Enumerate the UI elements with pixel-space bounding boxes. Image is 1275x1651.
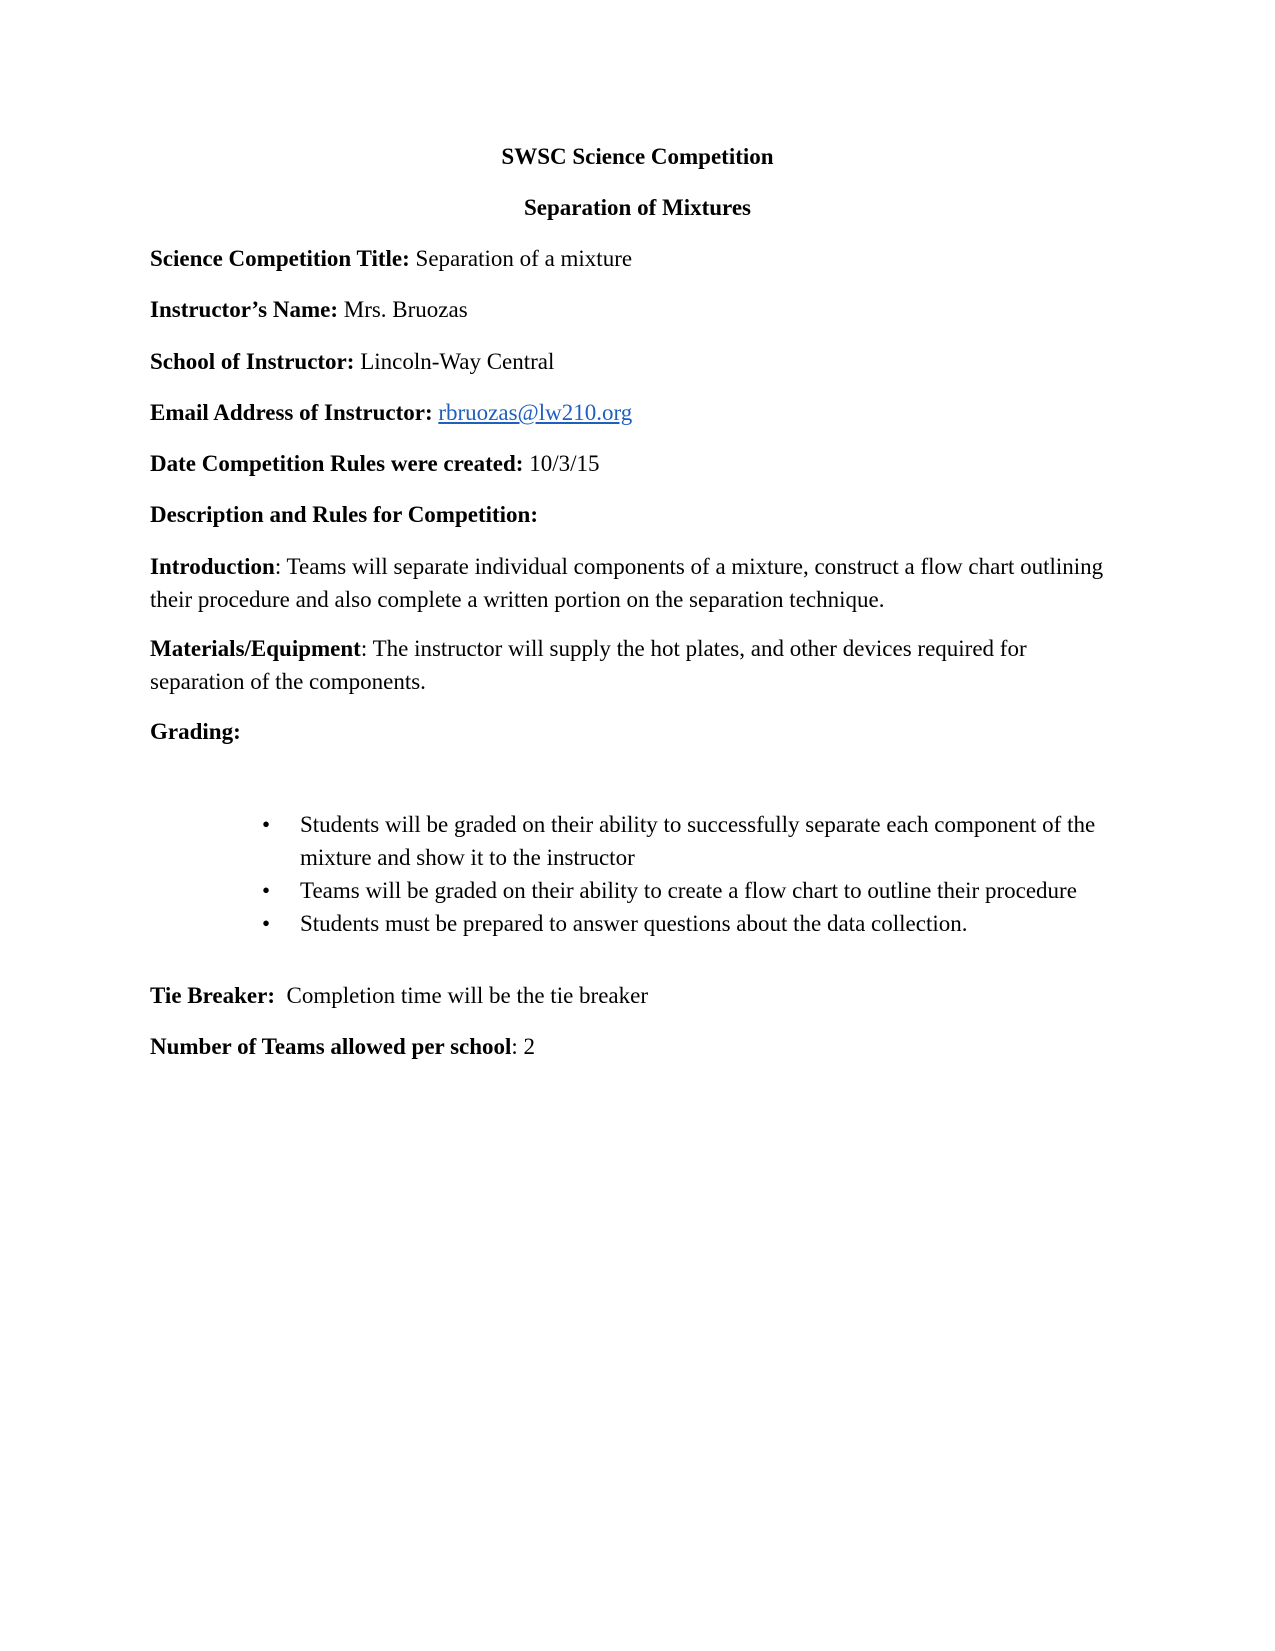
field-date-created <box>150 447 599 480</box>
bullet-icon: • <box>262 812 271 837</box>
field-label: Date Competition Rules were created: <box>150 451 524 476</box>
materials-text: : The instructor will supply the hot plates, and other devices required for separation of the components. <box>150 636 1027 694</box>
field-label: Instructor’s Name: <box>150 297 338 322</box>
email-link[interactable]: rbruozas@lw210.org <box>438 400 633 425</box>
field-school <box>150 345 554 378</box>
materials-label: Materials/Equipment <box>150 636 361 661</box>
document-title: SWSC Science Competition <box>501 144 774 169</box>
introduction-text: : Teams will separate individual components of a mixture, construct a flow chart outlining their procedure and also complete a written portion on the separation technique. <box>150 554 1104 612</box>
teams-allowed-value: : 2 <box>511 1034 536 1059</box>
description-heading: Description and Rules for Competition: <box>150 502 539 527</box>
field-label: Science Competition Title: <box>150 246 410 271</box>
field-label: Email Address of Instructor: <box>150 400 433 425</box>
introduction-label: Introduction <box>150 554 275 579</box>
materials-paragraph <box>150 632 1110 698</box>
field-email <box>150 396 632 429</box>
field-value: Mrs. Bruozas <box>343 297 468 322</box>
document-subtitle: Separation of Mixtures <box>523 195 751 220</box>
teams-allowed-label: Number of Teams allowed per school <box>150 1034 512 1059</box>
field-label: School of Instructor: <box>150 349 355 374</box>
field-value: 10/3/15 <box>529 451 600 476</box>
list-item <box>262 808 1112 874</box>
grading-heading: Grading: <box>150 719 241 744</box>
tie-breaker <box>150 979 648 1012</box>
tie-breaker-label: Tie Breaker: <box>150 983 275 1008</box>
list-item-text: Students will be graded on their ability to successfully separate each component of the mixture and show it to the instructor <box>300 812 1096 870</box>
grading-list <box>262 808 1112 940</box>
introduction-paragraph <box>150 550 1110 616</box>
field-competition-title <box>150 242 632 275</box>
bullet-icon: • <box>262 911 271 936</box>
list-item-text: Teams will be graded on their ability to create a flow chart to outline their procedure <box>300 878 1077 903</box>
list-item-text: Students must be prepared to answer questions about the data collection. <box>300 911 968 936</box>
tie-breaker-value: Completion time will be the tie breaker <box>286 983 648 1008</box>
teams-allowed <box>150 1030 535 1063</box>
field-value: Lincoln-Way Central <box>360 349 555 374</box>
bullet-icon: • <box>262 878 271 903</box>
field-instructor-name <box>150 293 468 326</box>
list-item <box>262 907 1112 940</box>
field-value: Separation of a mixture <box>415 246 633 271</box>
list-item <box>262 874 1112 907</box>
